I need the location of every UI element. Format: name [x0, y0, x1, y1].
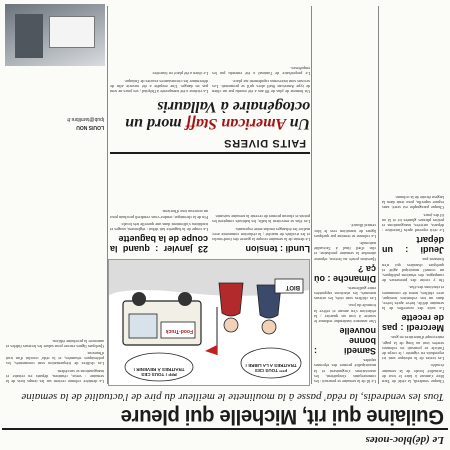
photo-doorway: [15, 14, 43, 58]
truck-board: Food-Truck: [165, 328, 193, 334]
column-divider: [311, 6, 312, 384]
article-column-3: Lundi : tension Le dessin de la semaine croque la guerre des food-trucks et les rivalités de marché ; la rédaction commente avec malice les échanges tendus entre exposants. Les élus se renvoient la balle, les habitués comptent les points et chacun promet de revenir la semaine suivante.: [212, 214, 310, 254]
intro-paragraph: Chaque vendredi, la réda' de Tarn libre s'amuse à faire le tour de l'actualité locale de la semaine écoulée.: [382, 363, 444, 384]
section-title: Samedi : bonne nouvelle: [314, 325, 376, 356]
page-deck: Tous les vendredis, la réda' passe à la moulinette le meilleur du pire de l'actualité de la semaine: [21, 391, 444, 403]
rubric-label: Le (dé)bloc-notes: [365, 434, 444, 446]
sign-label: BIOT: [285, 284, 300, 290]
section-title: Lundi : tension: [245, 244, 310, 254]
faits-divers-banner: [110, 134, 310, 154]
speech-bubble-left: F*** TOUS CES TRAITRES A LA LIBRE !: [245, 362, 297, 373]
fd-headline-accent: American Staff: [185, 115, 287, 132]
faits-divers-headline: [110, 98, 310, 132]
section-title: Dimanche : où ça ?: [314, 263, 376, 284]
article-column-4: 23 janvier : quand la coupe de la baguette La coupe de la baguette fait débat : règlement, usages et traditions s'affrontent dans une querelle très locale. Fin de la chronique, rendez-vous vendredi prochain pour un nouveau tour d'horizon.: [110, 209, 208, 254]
faits-divers-column-2: La victime a été transportée à l'hôpital ; ses jours ne sont pas en danger. Une enquête a été ouverte afin de déterminer les circonstances exactes de l'attaque. Le chien a été placé en fourrière.: [110, 71, 208, 94]
section-title: Jeudi : un départ: [382, 235, 444, 256]
editorial-cartoon: [108, 259, 310, 386]
article-column-1: Chaque vendredi, la réda' de Tarn libre s'amuse à faire le tour de l'actualité locale de la semaine écoulée. Les textes de la rubrique sont ici reproduits en vignette ; le corps de l'article se poursuit en colonnes serrées tout au long de la page, entrecoupé d'intertitres en gras. Mercredi : pas de recette La suite des nouvelles de la semaine défile, brève après brève, dans un ton volontiers ironique, avec chiffres, noms de communes et réactions des élus. On y croise des promesses de campagne, des réunions publiques, un conseil municipal agité et quelques chantiers qui n'en finissent pas. Jeudi : un départ Le récit reprend après l'intertitre : départs, arrivées, inaugurations et petites phrases glanées ici et là au fil des jours. Chaque paragraphe est serré, sans espace superflu, pour tenir dans la largeur étroite de la colonne.: [382, 194, 444, 384]
author-signature: LOUIS NOU: [76, 124, 104, 130]
fd-headline-part-1: Un: [289, 115, 310, 132]
author-email: lpub@tarnlibre.fr: [66, 116, 104, 122]
photo-vehicle: [49, 16, 95, 48]
article-column-5: La dernière colonne revient sur les temps forts de la semaine : vœux, réunions, départs en retraite et inaugurations se succèdent. Les chiffres de fréquentation sont commentés, les polémiques résumées, et la réda' conclut d'un trait d'humour. Quelques lignes encore pour saluer les lecteurs fidèles et annoncer la prochaine édition.: [6, 338, 104, 384]
speech-bubble-right: PFF ! TOUS CES TRAITRES À REVENIR !: [133, 366, 185, 377]
page-headline: Guilaine qui rit, Michelle qui pleure: [121, 405, 444, 428]
section-title: 23 janvier : quand la coupe de la baguette: [110, 234, 208, 254]
column-divider: [107, 6, 108, 384]
fd-headline-part-2: mord un octogénaire à Vallauris: [125, 98, 310, 132]
faits-divers-column-1: Un homme de plus de 80 ans a été mordu par un chien de type American Staff alors qu'il se promenait. Les secours sont intervenus rapidement sur place. Le propriétaire de l'animal a été entendu par les enquêteurs.: [212, 66, 310, 94]
news-photo: [5, 4, 105, 66]
article-column-2: Le fil de la semaine se poursuit : les commerçants s'inquiètent, les associations s'organisent et la municipalité promet des réponses rapides. Samedi : bonne nouvelle Une annonce inattendue redonne le sourire à tout un quartier ; la rédaction s'en amuse et relève la formule du jour. Les chiffres sont cités, les acteurs nommés, les réactions rapportées entre guillemets. Dimanche : où ça ? Question posée au lecteur, réponse attendue la semaine prochaine, et clin d'œil final à l'actualité nationale. La colonne se termine par quelques lignes de transition vers le bloc central illustré.: [314, 223, 376, 384]
faits-divers-label: FAITS DIVERS: [223, 137, 306, 149]
column-divider: [378, 6, 379, 384]
rubric-bar: [2, 428, 448, 448]
section-title: Mercredi : pas de recette: [382, 313, 444, 334]
